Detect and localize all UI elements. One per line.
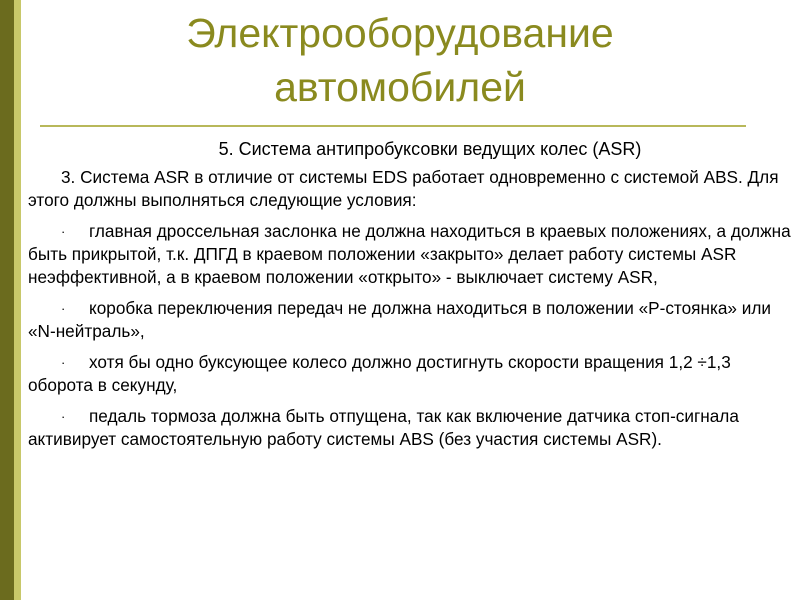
bullet-icon: · [61,409,66,424]
condition-item-2 [28,297,792,343]
condition-text-2: коробка переключения передач не должна находиться в положении «Р-стоянка» или «N-нейтраль», [28,298,771,341]
slide-title-line-1: Электрооборудование [186,10,614,56]
condition-item-3 [28,351,792,397]
intro-paragraph: 3. Система ASR в отличие от системы EDS работает одновременно с системой ABS. Для этого должны выполняться следующие условия: [28,167,779,210]
slide-title-line-2: автомобилей [274,64,526,110]
condition-item-4 [28,405,792,451]
condition-text-4: педаль тормоза должна быть отпущена, так как включение датчика стоп-сигнала активирует самостоятельную работу системы ABS (без участия системы ASR). [28,406,739,449]
slide-subtitle: 5. Система антипробуксовки ведущих колес (ASR) [218,139,642,159]
slide-body [28,166,792,459]
bullet-icon: · [61,301,66,316]
title-divider [40,125,746,127]
left-accent-bar-dark [0,0,14,600]
condition-text-3: хотя бы одно буксующее колесо должно достигнуть скорости вращения 1,2 ÷1,3 оборота в секунду, [28,352,731,395]
bullet-icon: · [61,224,66,239]
bullet-icon: · [61,355,66,370]
condition-text-1: главная дроссельная заслонка не должна находиться в краевых положениях, а должна быть прикрытой, т.к. ДПГД в краевом положении «закрыто» делает работу системы ASR неэффективной, а в краевом положении «открыто» - выключает систему ASR, [28,221,791,287]
condition-item-1 [28,220,792,289]
slide-title [100,6,700,114]
left-accent-bar-light [14,0,21,600]
